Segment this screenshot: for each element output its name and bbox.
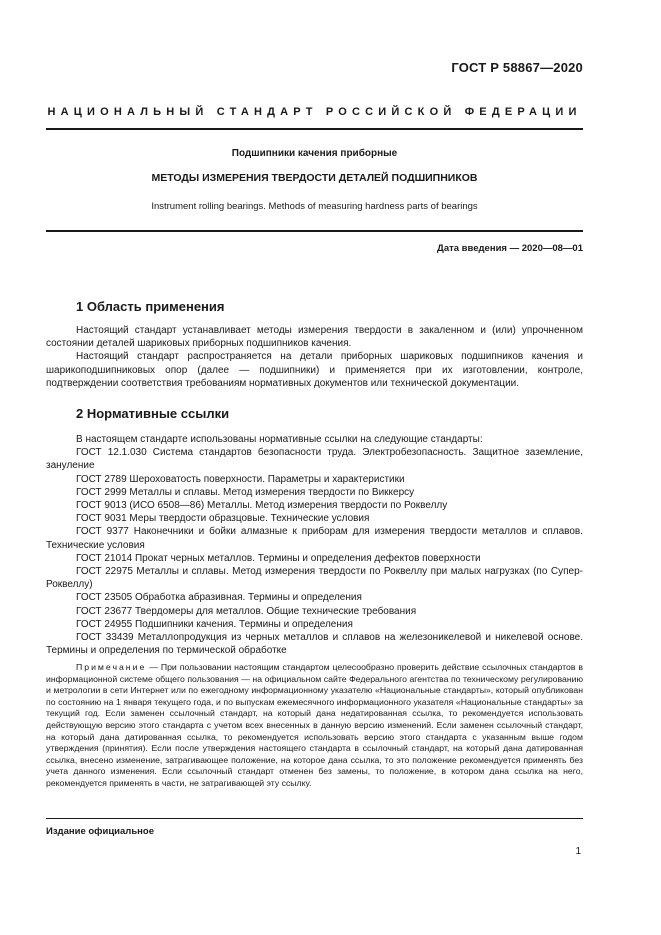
reference-item: ГОСТ 23505 Обработка абразивная. Термины и определения — [76, 592, 362, 604]
reference-item: ГОСТ 22975 Металлы и сплавы. Метод измерения твердости по Роквеллу при малых нагрузках (по Супер-Роквеллу) — [46, 566, 583, 591]
section-scope-body — [46, 324, 583, 390]
note-text: — При пользовании настоящим стандартом целесообразно проверить действие ссылочных стандартов в информационной системе общего пользования — на официальном сайте Федерального агентства по техническому регулированию и метрологии в сети Интернет или по ежегодному информационному указателю «Национальные стандарты», который опубликован по состоянию на 1 января текущего года, и по выпускам ежемесячного информационного указателя «Национальные стандарты» за текущий год. Если заменен ссылочный стандарт, на который дана недатированная ссылка, то рекомендуется использовать действующую версию этого стандарта с учетом всех внесенных в данную версию изменений. Если заменен ссылочный стандарт, на который дана датированная ссылка, то рекомендуется использовать версию этого стандарта с указанным выше годом утверждения (принятия). Если после утверждения настоящего стандарта в ссылочный стандарт, на который дана датированная ссылка, внесено изменение, затрагивающее положение, на которое дана ссылка, то это положение рекомендуется применять без учета данного изменения. Если ссылочный стандарт отменен без замены, то положение, в котором дана ссылка на него, рекомендуется применять в части, не затрагивающей эту ссылку. — [46, 662, 583, 788]
paragraph: Настоящий стандарт устанавливает методы измерения твердости в закаленном и (или) упрочненном состоянии деталей шариковых приборных подшипников качения. — [46, 325, 583, 350]
reference-item: ГОСТ 21014 Прокат черных металлов. Термины и определения дефектов поверхности — [76, 552, 481, 564]
reference-item: ГОСТ 2789 Шероховатость поверхности. Параметры и характеристики — [76, 473, 405, 485]
english-title: Instrument rolling bearings. Methods of measuring hardness parts of bearings — [151, 201, 478, 212]
section-heading-references: 2 Нормативные ссылки — [76, 406, 230, 421]
reference-item: ГОСТ 9013 (ИСО 6508—86) Металлы. Метод измерения твердости по Роквеллу — [76, 500, 448, 512]
note-paragraph — [46, 662, 583, 790]
paragraph: В настоящем стандарте использованы нормативные ссылки на следующие стандарты: — [76, 434, 483, 445]
section-heading-scope: 1 Область применения — [76, 299, 225, 314]
reference-item: ГОСТ 24955 Подшипники качения. Термины и определения — [76, 618, 353, 630]
page-number: 1 — [575, 846, 581, 857]
edition-label: Издание официальное — [46, 826, 154, 837]
section-references-body — [46, 433, 583, 657]
document-title: МЕТОДЫ ИЗМЕРЕНИЯ ТВЕРДОСТИ ДЕТАЛЕЙ ПОДШИПНИКОВ — [151, 172, 478, 184]
paragraph: Настоящий стандарт распространяется на детали приборных шариковых подшипников качения и шарикоподшипниковых опор (далее — подшипники) и применяется при их изготовлении, контроле, подтверждении соответствия требованиям нормативных документов или технической документации. — [46, 351, 583, 389]
reference-item: ГОСТ 9031 Меры твердости образцовые. Технические условия — [76, 513, 370, 525]
document-code: ГОСТ Р 58867—2020 — [451, 60, 583, 75]
reference-item: ГОСТ 9377 Наконечники и бойки алмазные к приборам для измерения твердости металлов и сплавов. Технические условия — [46, 526, 583, 551]
footer-divider — [46, 818, 583, 819]
document-subtitle: Подшипники качения приборные — [231, 148, 398, 159]
reference-item: ГОСТ 2999 Металлы и сплавы. Метод измерения твердости по Виккерсу — [76, 486, 415, 498]
reference-item: ГОСТ 23677 Твердомеры для металлов. Общие технические требования — [76, 605, 417, 617]
reference-item: ГОСТ 33439 Металлопродукция из черных металлов и сплавов на железоникелевой и никелевой основе. Термины и определения по термической обработке — [46, 632, 583, 657]
note-label: Примечание — [76, 662, 147, 672]
reference-item: ГОСТ 12.1.030 Система стандартов безопасности труда. Электробезопасность. Защитное заземление, зануление — [46, 447, 583, 472]
top-divider — [46, 128, 583, 130]
introduction-date: Дата введения — 2020—08—01 — [437, 243, 583, 254]
note-block — [46, 662, 583, 790]
standard-banner: НАЦИОНАЛЬНЫЙ СТАНДАРТ РОССИЙСКОЙ ФЕДЕРАЦИИ — [47, 106, 582, 118]
title-divider — [46, 230, 583, 232]
